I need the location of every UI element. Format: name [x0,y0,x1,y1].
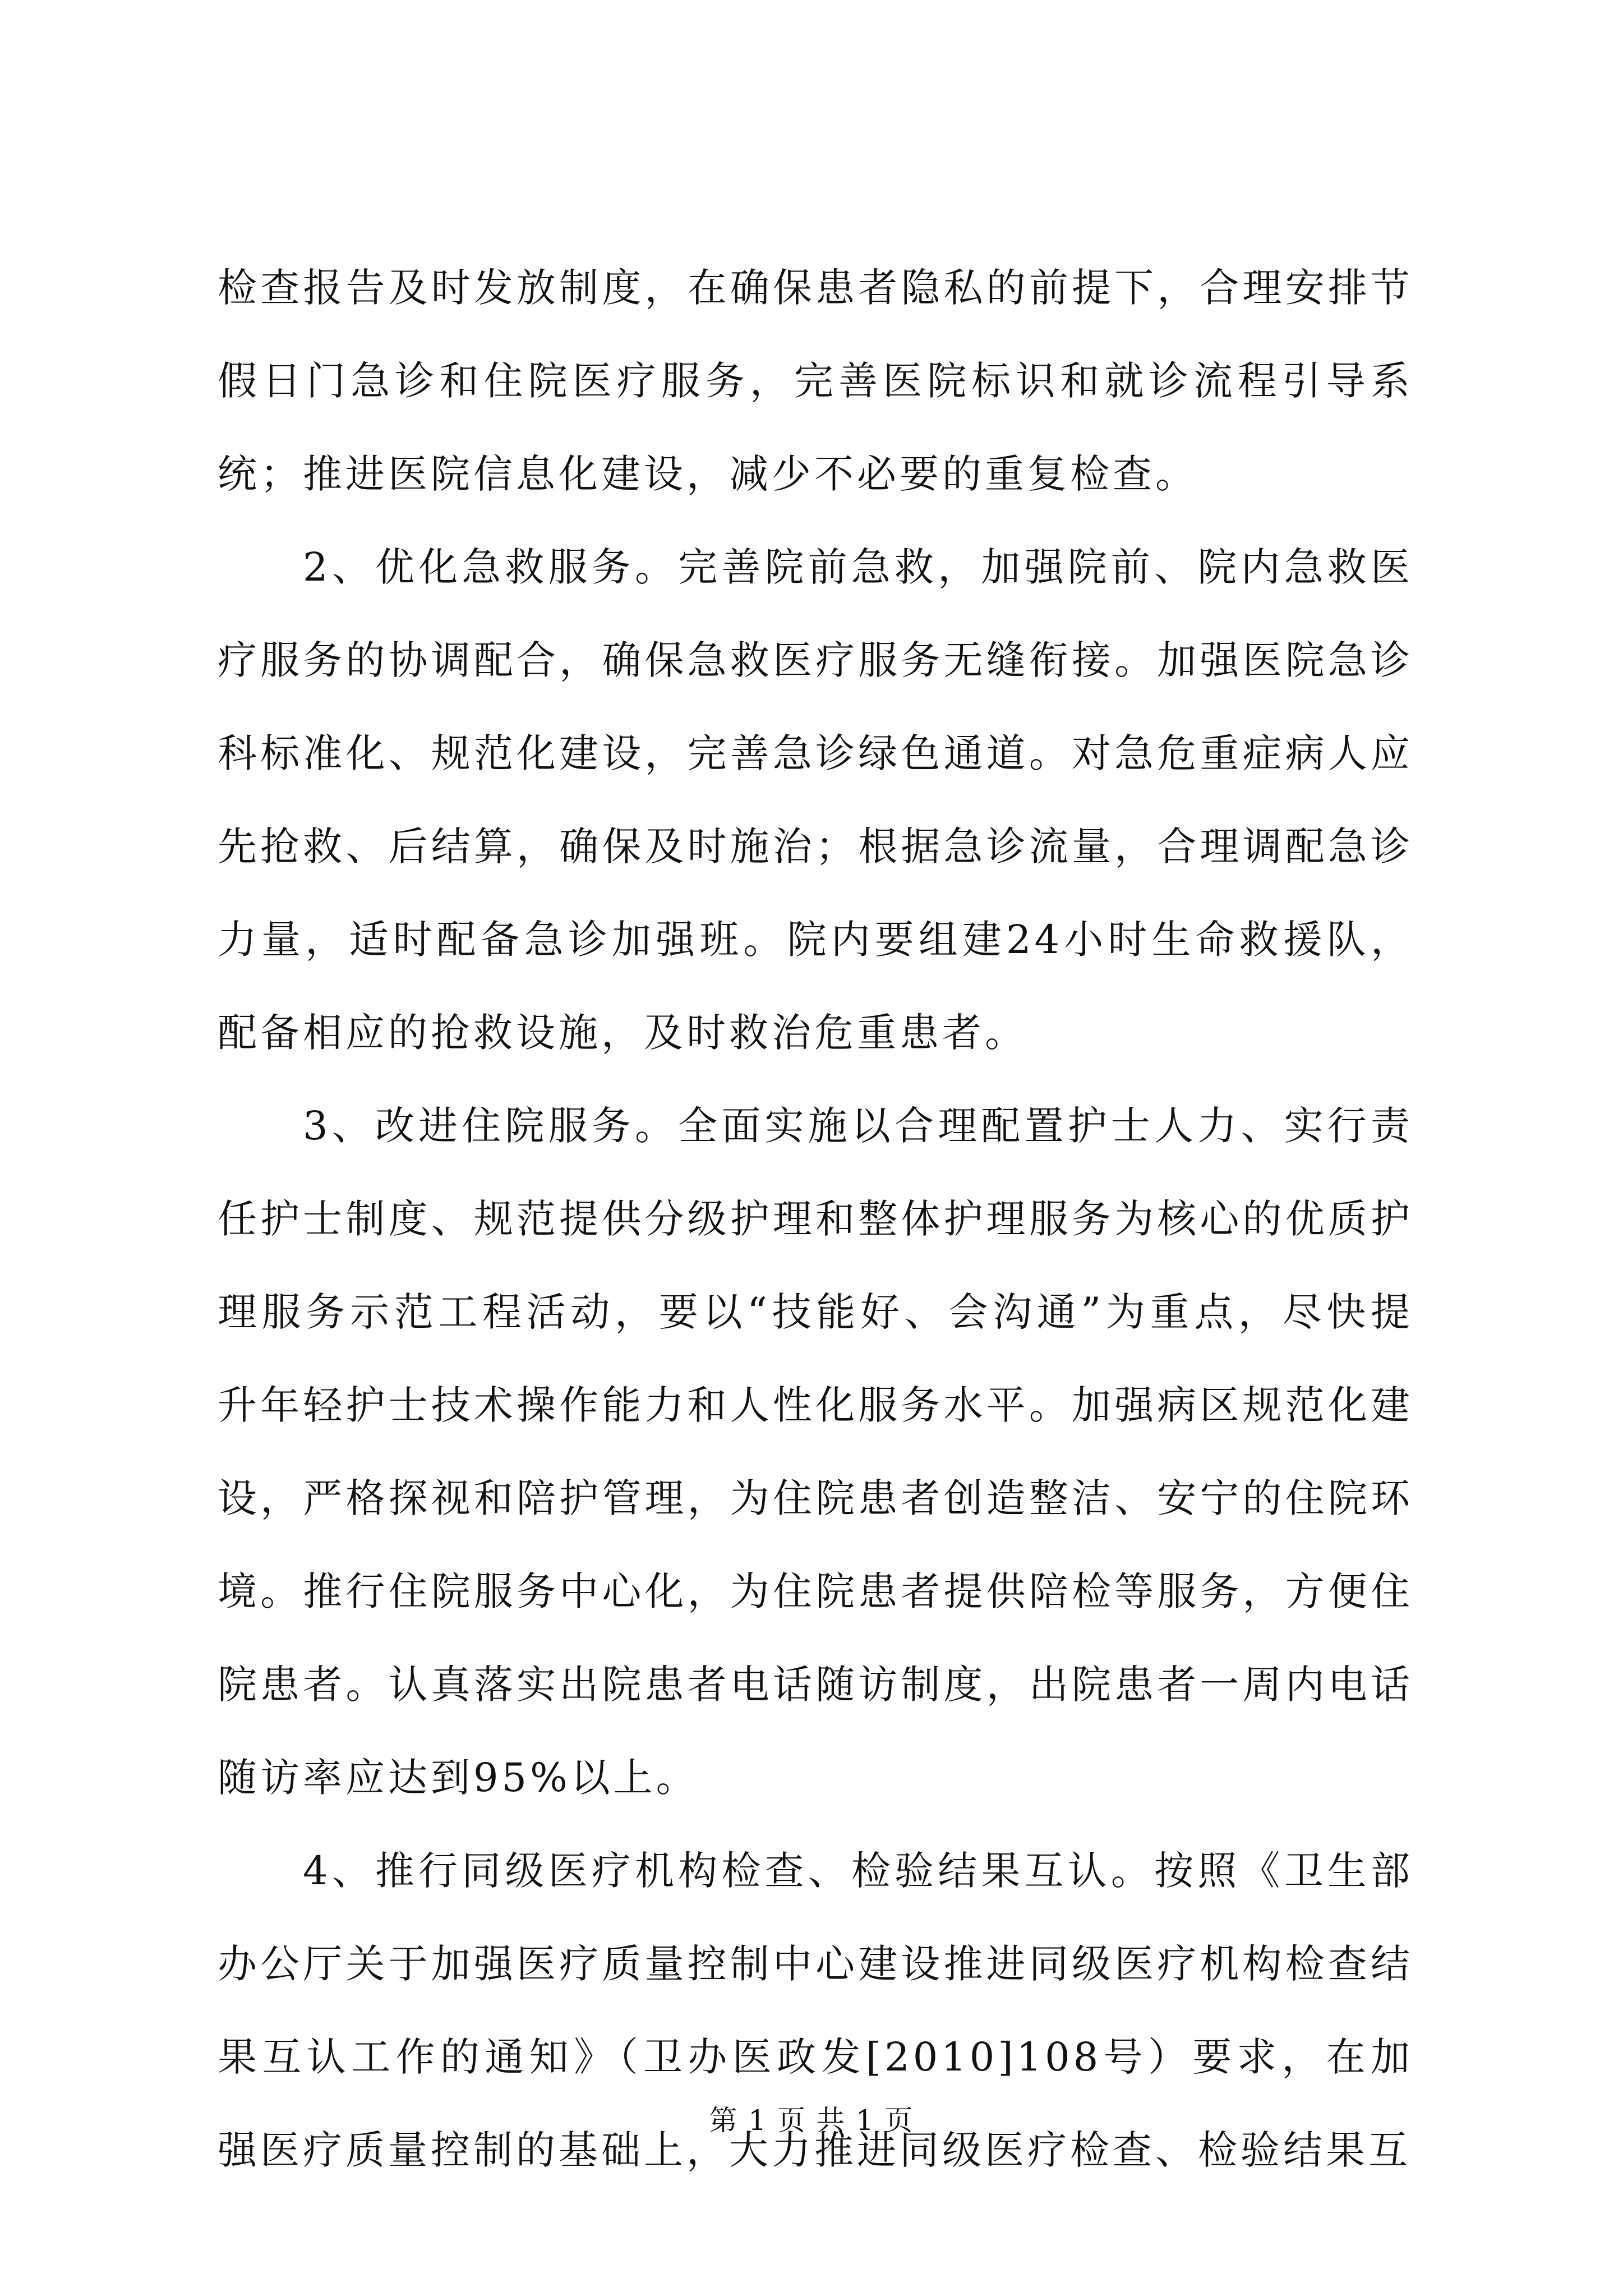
paragraph-emergency-service: 2、优化急救服务。完善院前急救，加强院前、院内急救医疗服务的协调配合，确保急救医疗服务无缝衔接。加强医院急诊科标准化、规范化建设，完善急诊绿色通道。对急危重症病人应先抢救、后结算，确保及时施治；根据急诊流量，合理调配急诊力量，适时配备急诊加强班。院内要组建24小时生命救援队，配备相应的抢救设施，及时救治危重患者。 [218,544,1413,1056]
paragraph-continuation: 检查报告及时发放制度，在确保患者隐私的前提下，合理安排节假日门急诊和住院医疗服务，完善医院标识和就诊流程引导系统；推进医院信息化建设，减少不必要的重复检查。 [218,265,1413,497]
paragraph-inpatient-service: 3、改进住院服务。全面实施以合理配置护士人力、实行责任护士制度、规范提供分级护理和整体护理服务为核心的优质护理服务示范工程活动，要以“技能好、会沟通”为重点，尽快提升年轻护士技术操作能力和人性化服务水平。加强病区规范化建设，严格探视和陪护管理，为住院患者创造整洁、安宁的住院环境。推行住院服务中心化，为住院患者提供陪检等服务，方便住院患者。认真落实出院患者电话随访制度，出院患者一周内电话随访率应达到95%以上。 [218,1103,1413,1801]
document-body [218,241,1413,2197]
paragraph-mutual-recognition: 4、推行同级医疗机构检查、检验结果互认。按照《卫生部办公厅关于加强医疗质量控制中心建设推进同级医疗机构检查结果互认工作的通知》（卫办医政发[2010]108号）要求，在加强医疗质量控制的基础上，大力推进同级医疗检查、检验结果互 [218,1848,1413,2173]
page-footer: 第 1 页 共 1 页 [709,2104,914,2137]
